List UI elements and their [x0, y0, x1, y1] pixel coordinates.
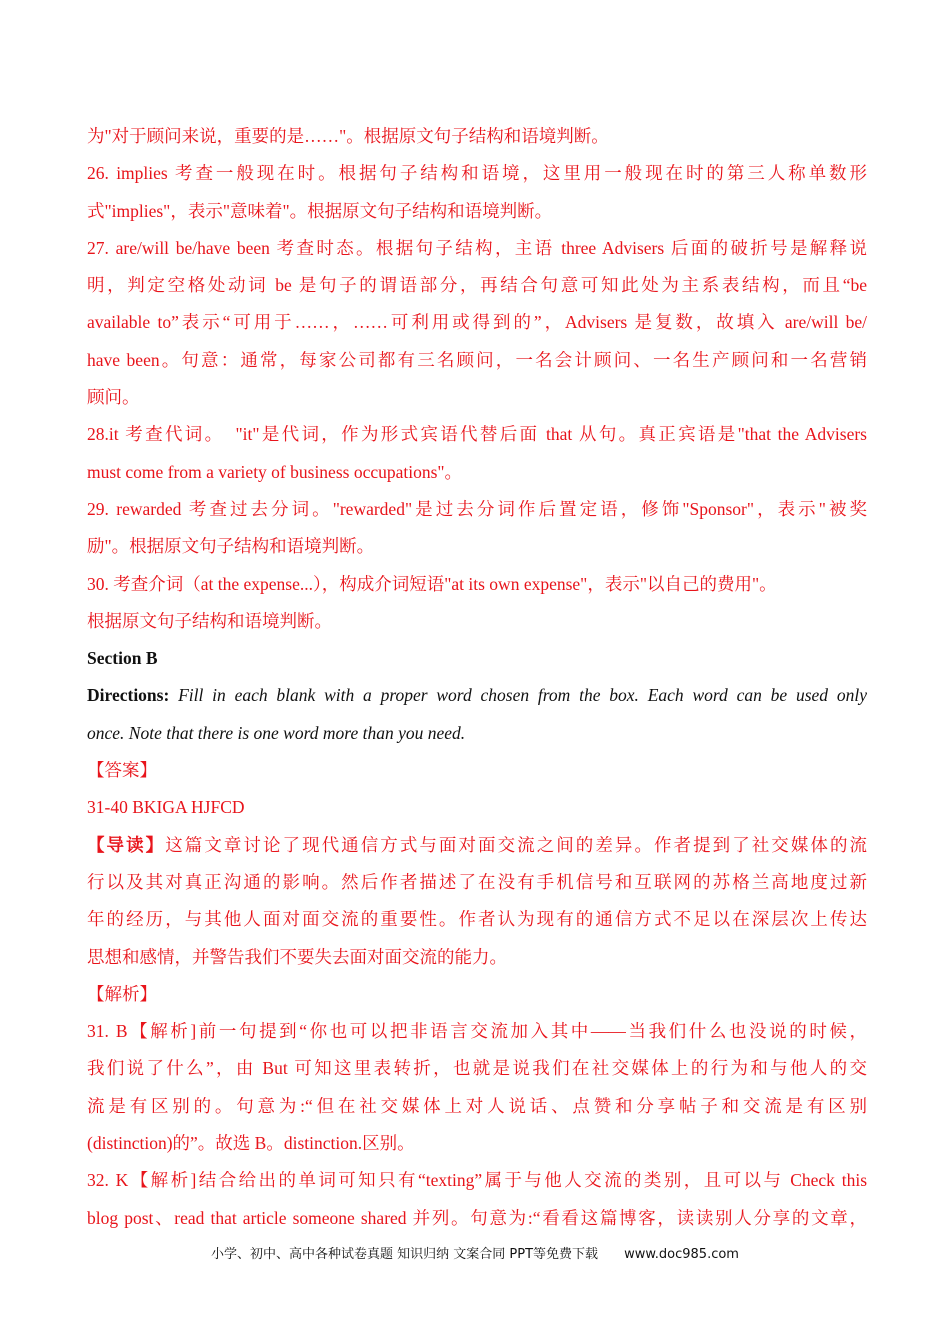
- text-line: 30. 考查介词（at the expense...），构成介词短语"at its own expense"，表示"以自己的费用"。: [87, 573, 777, 594]
- answer-label: 【答案】: [87, 760, 157, 781]
- analysis-line: 我们说了什么”，由 But 可知这里表转折，也就是说我们在社交媒体上的行为和与他人的交: [87, 1058, 867, 1079]
- text-line: 26. implies 考查一般现在时。根据句子结构和语境，这里用一般现在时的第三人称单数形: [87, 163, 867, 184]
- guide-line: 思想和感情，并警告我们不要失去面对面交流的能力。: [87, 946, 507, 967]
- analysis-line: blog post、read that article someone shared 并列。句意为:“看看这篇博客，读读别人分享的文章，: [87, 1207, 867, 1228]
- text-line: 明，判定空格处动词 be 是句子的谓语部分，再结合句意可知此处为主系表结构，而且“be: [87, 275, 867, 296]
- page-footer: [0, 1243, 950, 1262]
- analysis-line: (distinction)的”。故选 B。distinction.区别。: [87, 1133, 415, 1154]
- guide-line: [87, 827, 867, 864]
- text-line: must come from a variety of business occupations"。: [87, 461, 463, 482]
- analysis-line: 31. B【解析]前一句提到“你也可以把非语言交流加入其中——当我们什么也没说的时候，: [87, 1021, 867, 1042]
- analysis-label: 【解析】: [87, 983, 157, 1004]
- analysis-line: 流是有区别的。句意为:“但在社交媒体上对人说话、点赞和分享帖子和交流是有区别: [87, 1095, 867, 1116]
- guide-text: 这篇文章讨论了现代通信方式与面对面交流之间的差异。作者提到了社交媒体的流: [165, 834, 867, 855]
- text-line: 28.it 考查代词。 "it"是代词，作为形式宾语代替后面 that 从句。真正宾语是"that the Advisers: [87, 424, 867, 445]
- footer-site-link[interactable]: www.doc985.com: [624, 1247, 739, 1262]
- directions-text: Fill in each blank with a proper word chosen from the box. Each word can be used only: [169, 685, 867, 706]
- analysis-line: 32. K【解析]结合给出的单词可知只有“texting”属于与他人交流的类别，且可以与 Check this: [87, 1170, 867, 1191]
- text-line: available to”表示“可用于……，……可利用或得到的”，Advisers 是复数，故填入 are/will be/: [87, 312, 867, 333]
- guide-label: 【导读】: [87, 834, 166, 855]
- footer-text: 小学、初中、高中各种试卷真题 知识归纳 文案合同 PPT等免费下载: [211, 1247, 599, 1262]
- text-line: have been。句意：通常，每家公司都有三名顾问，一名会计顾问、一名生产顾问和一名营销: [87, 349, 867, 370]
- directions-label: Directions:: [87, 685, 170, 706]
- text-line: 励"。根据原文句子结构和语境判断。: [87, 536, 375, 557]
- text-line: 27. are/will be/have been 考查时态。根据句子结构，主语 three Advisers 后面的破折号是解释说: [87, 237, 867, 258]
- answer-value: 31-40 BKIGA HJFCD: [87, 797, 245, 818]
- text-line: 顾问。: [87, 387, 140, 408]
- directions-line: [87, 677, 867, 714]
- text-line: 式"implies"，表示"意味着"。根据原文句子结构和语境判断。: [87, 200, 553, 221]
- text-line: 29. rewarded 考查过去分词。"rewarded"是过去分词作后置定语，修饰"Sponsor"，表示"被奖: [87, 498, 867, 519]
- document-body: [87, 118, 867, 1237]
- directions-line: once. Note that there is one word more than you need.: [87, 722, 466, 743]
- text-line: 为"对于顾问来说，重要的是……"。根据原文句子结构和语境判断。: [87, 126, 609, 146]
- text-line: 根据原文句子结构和语境判断。: [87, 610, 332, 631]
- section-heading: Section B: [87, 648, 158, 669]
- guide-line: 年的经历，与其他人面对面交流的重要性。作者认为现有的通信方式不足以在深层次上传达: [87, 909, 867, 930]
- guide-line: 行以及其对真正沟通的影响。然后作者描述了在没有手机信号和互联网的苏格兰高地度过新: [87, 871, 867, 892]
